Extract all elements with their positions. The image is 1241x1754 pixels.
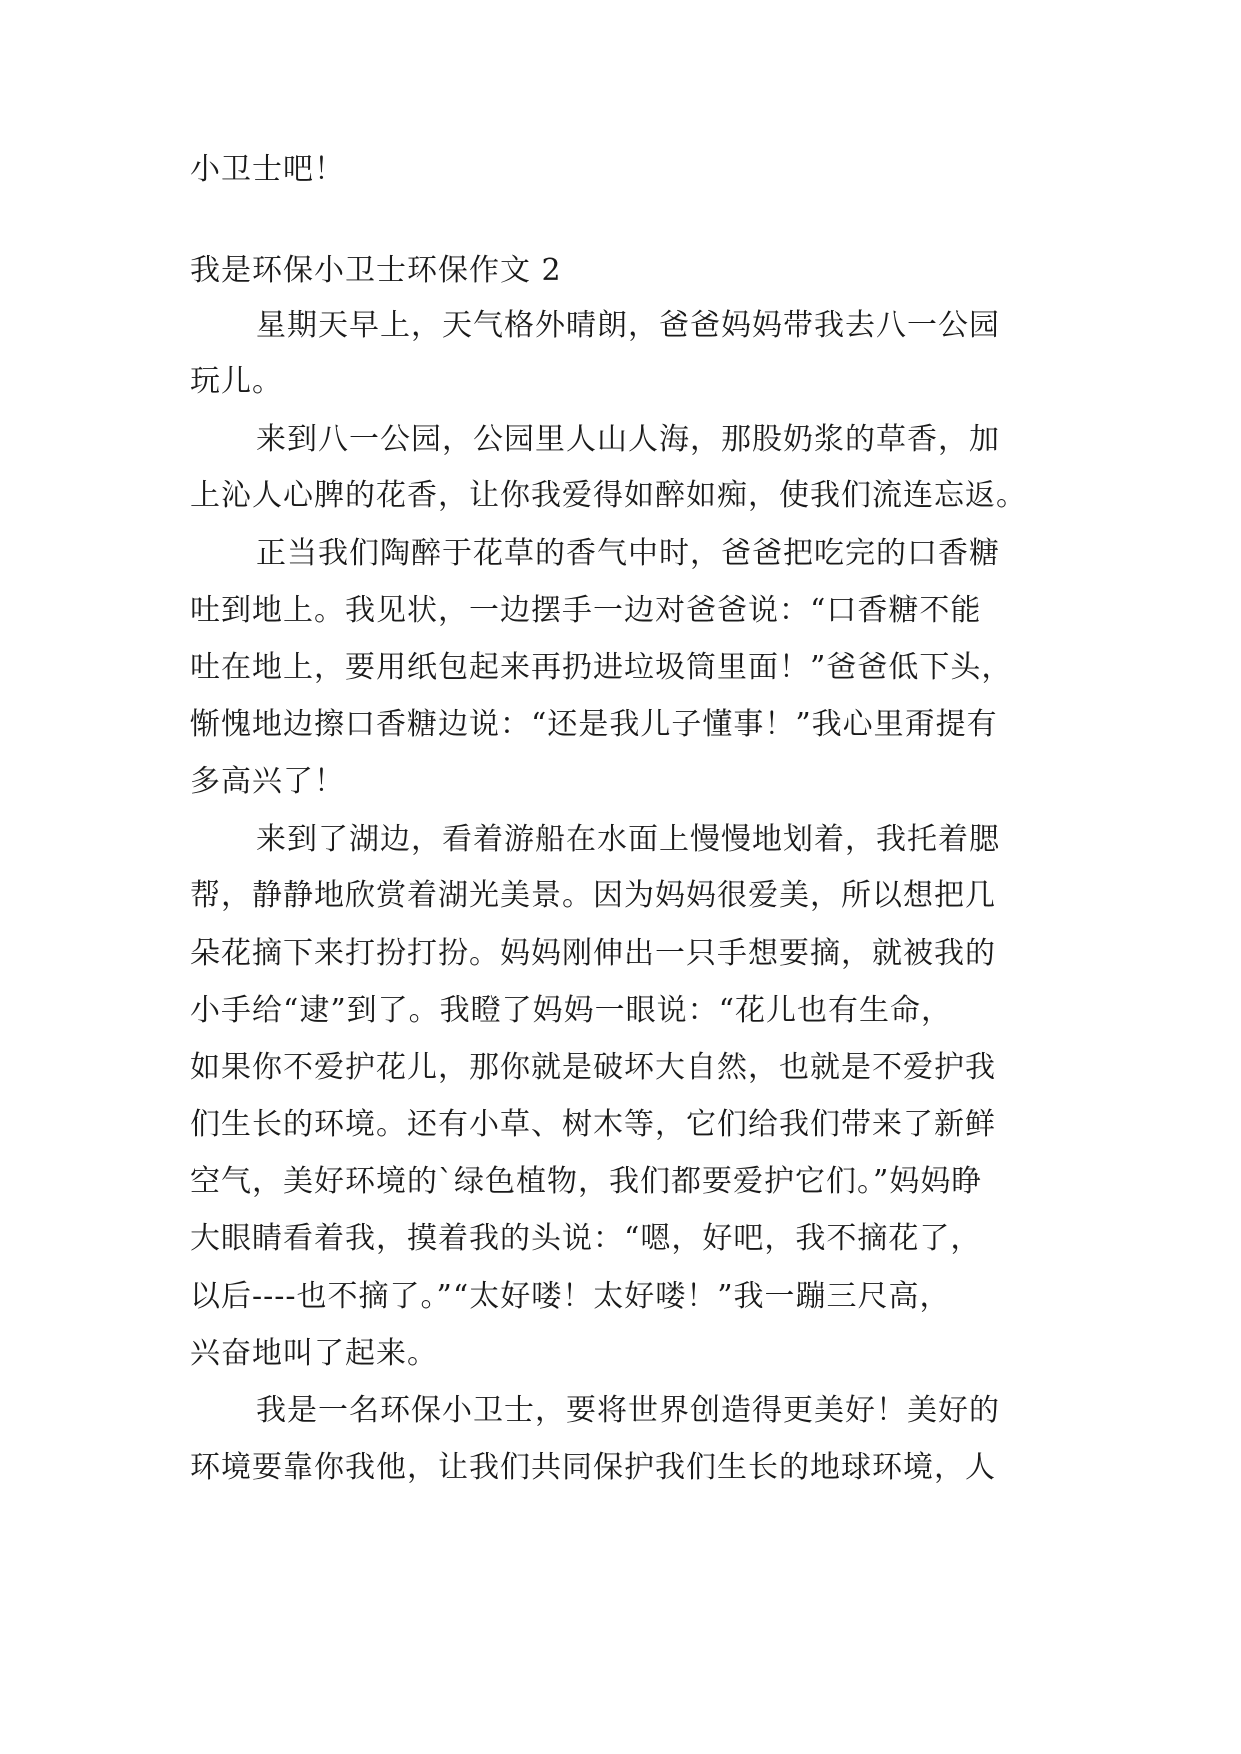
- text-line: 大眼睛看着我，摸着我的头说：“嗯，好吧，我不摘花了，: [190, 1221, 982, 1256]
- paragraph-start: 星期天早上，天气格外晴朗，爸爸妈妈带我去八一公园: [256, 308, 1000, 343]
- text-line: 兴奋地叫了起来。: [190, 1336, 438, 1371]
- paragraph-start: 正当我们陶醉于花草的香气中时，爸爸把吃完的口香糖: [256, 536, 1000, 571]
- section-title: 我是环保小卫士环保作文 2: [190, 253, 562, 288]
- text-line: 帮，静静地欣赏着湖光美景。因为妈妈很爱美，所以想把几: [190, 878, 996, 913]
- paragraph-start: 来到了湖边，看着游船在水面上慢慢地划着，我托着腮: [256, 822, 1000, 857]
- paragraph-start: 来到八一公园，公园里人山人海，那股奶浆的草香，加: [256, 422, 1000, 457]
- text-line: 玩儿。: [190, 364, 283, 399]
- text-line: 小手给“逮”到了。我瞪了妈妈一眼说：“花儿也有生命，: [190, 993, 953, 1028]
- text-line: 以后----也不摘了。”“太好喽！太好喽！”我一蹦三尺高，: [190, 1279, 951, 1314]
- text-line: 环境要靠你我他，让我们共同保护我们生长的地球环境，人: [190, 1450, 996, 1485]
- text-line: 吐到地上。我见状，一边摆手一边对爸爸说：“口香糖不能: [190, 593, 982, 628]
- text-line: 吐在地上，要用纸包起来再扔进垃圾筒里面！”爸爸低下头，: [190, 650, 1013, 685]
- text-line: 们生长的环境。还有小草、树木等，它们给我们带来了新鲜: [190, 1107, 996, 1142]
- text-line: 如果你不爱护花儿，那你就是破坏大自然，也就是不爱护我: [190, 1050, 996, 1085]
- text-line: 朵花摘下来打扮打扮。妈妈刚伸出一只手想要摘，就被我的: [190, 936, 996, 971]
- paragraph-start: 我是一名环保小卫士，要将世界创造得更美好！美好的: [256, 1393, 1000, 1428]
- text-line: 小卫士吧！: [190, 152, 345, 187]
- text-line: 上沁人心脾的花香，让你我爱得如醉如痴，使我们流连忘返。: [190, 478, 1027, 513]
- text-line: 惭愧地边擦口香糖边说：“还是我儿子懂事！”我心里甭提有: [190, 707, 998, 742]
- text-line: 空气，美好环境的`绿色植物，我们都要爱护它们。”妈妈睁: [190, 1164, 983, 1199]
- text-line: 多高兴了！: [190, 764, 345, 799]
